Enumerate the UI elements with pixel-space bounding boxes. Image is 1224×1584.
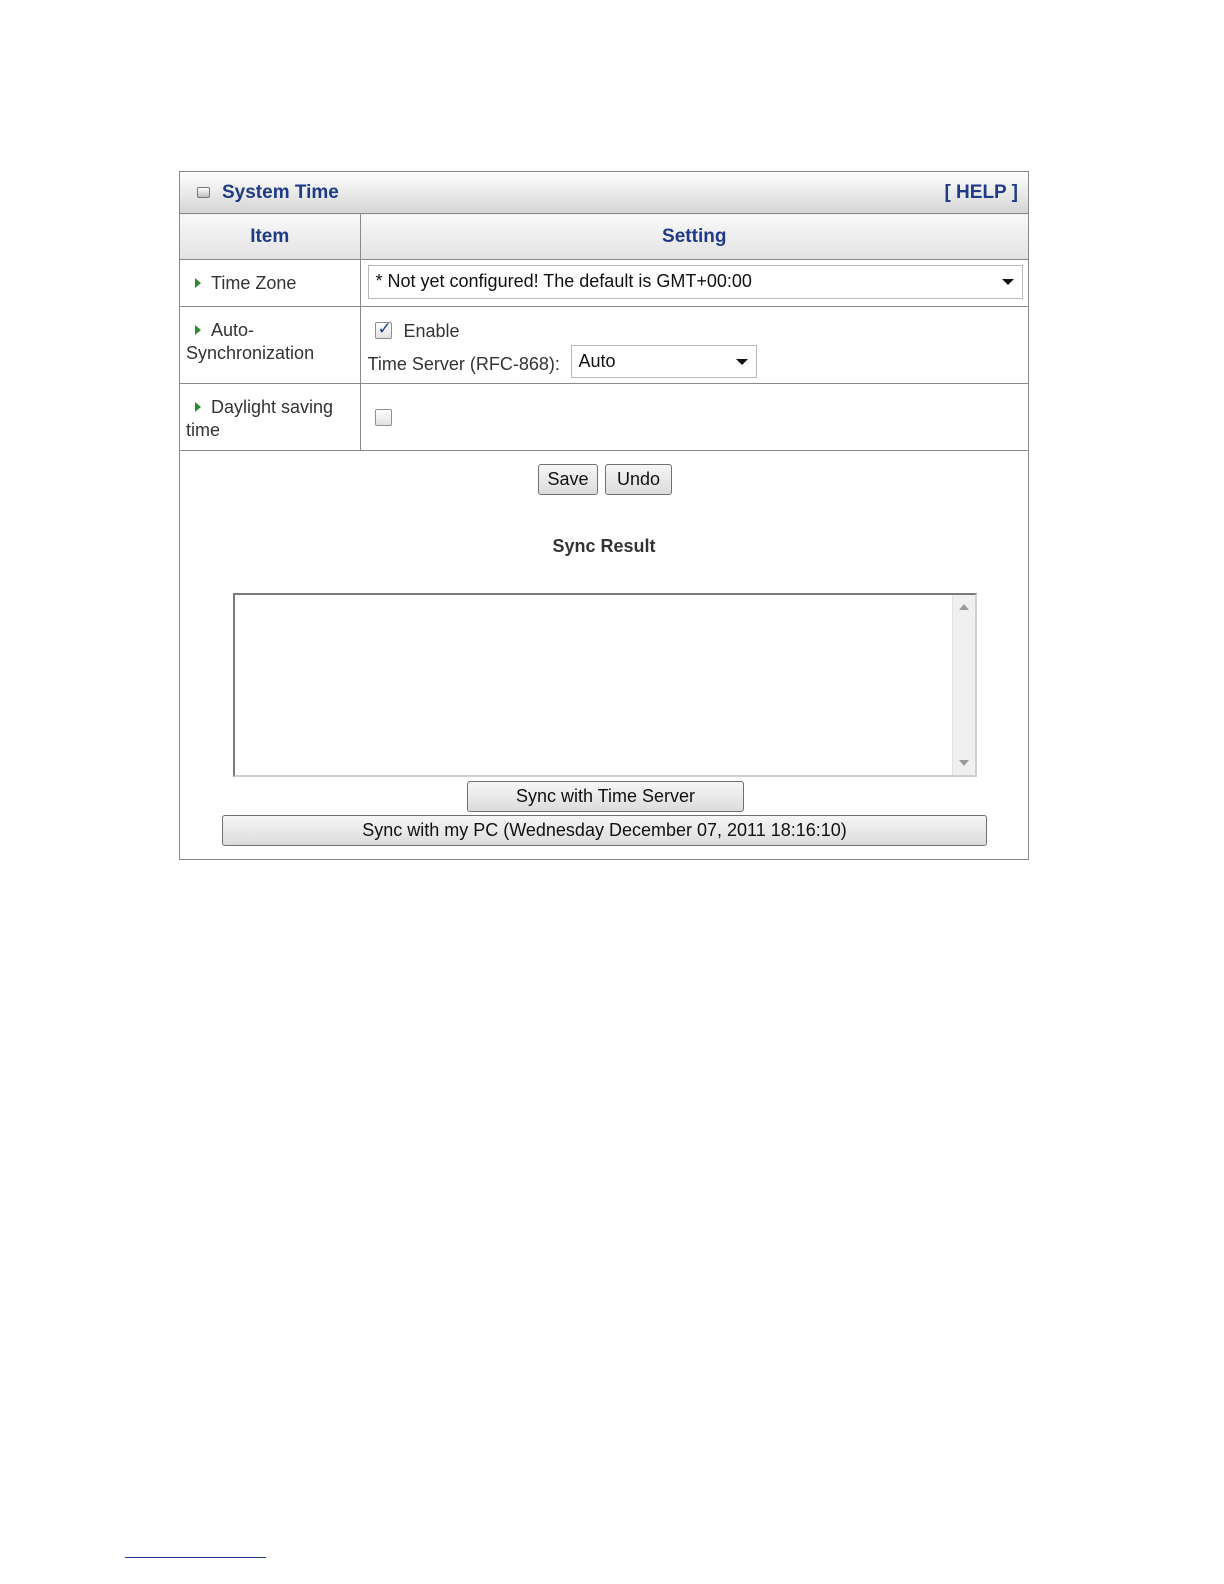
auto-sync-label-line1: Auto- [211, 320, 255, 340]
time-server-select[interactable] [571, 345, 757, 378]
table-row-daylight [180, 384, 1028, 451]
table-row-time-zone [180, 260, 1028, 307]
auto-sync-label-cell [180, 307, 360, 384]
auto-sync-setting-cell [360, 307, 1028, 384]
scroll-down-arrow-icon[interactable] [959, 760, 969, 766]
system-time-panel [179, 171, 1029, 860]
settings-table [180, 213, 1028, 451]
chevron-down-icon [1002, 279, 1014, 285]
panel-header [180, 172, 1028, 214]
save-button[interactable]: Save [538, 464, 598, 495]
sync-time-server-button[interactable]: Sync with Time Server [467, 781, 744, 812]
time-zone-value: * Not yet configured! The default is GMT+00:00 [375, 271, 752, 291]
time-zone-select[interactable] [368, 265, 1023, 299]
time-zone-label: Time Zone [211, 273, 297, 293]
bullet-arrow-icon [195, 278, 201, 288]
daylight-label-cell [180, 384, 360, 451]
panel-header-icon [197, 187, 210, 198]
bullet-arrow-icon [195, 402, 201, 412]
time-zone-setting-cell [360, 260, 1028, 307]
daylight-label-line1: Daylight saving [211, 397, 334, 417]
auto-sync-label-line2: Synchronization [186, 343, 315, 363]
help-link[interactable]: [ HELP ] [944, 182, 1018, 203]
daylight-label-line2: time [186, 420, 221, 440]
daylight-setting-cell [360, 384, 1028, 451]
time-server-label: Time Server (RFC-868): [367, 354, 560, 374]
sync-result-title: Sync Result [552, 536, 656, 556]
undo-button[interactable]: Undo [605, 464, 672, 495]
sync-result-textarea[interactable] [233, 593, 977, 777]
auto-sync-enable-checkbox[interactable] [375, 319, 392, 339]
time-zone-label-cell [180, 260, 360, 307]
daylight-saving-checkbox[interactable] [375, 409, 392, 426]
scroll-up-arrow-icon[interactable] [959, 604, 969, 610]
time-server-value: Auto [578, 351, 616, 371]
textarea-scrollbar[interactable] [952, 595, 975, 775]
checkmark-icon: ✓ [377, 319, 392, 338]
panel-title: System Time [222, 182, 339, 203]
column-header-item: Item [180, 214, 360, 260]
bullet-arrow-icon [195, 325, 201, 335]
sync-with-pc-button[interactable]: Sync with my PC (Wednesday December 07, 2011 18:16:10) [222, 815, 987, 846]
footer-divider [125, 1557, 266, 1558]
table-row-auto-sync [180, 307, 1028, 384]
enable-label: Enable [403, 321, 460, 341]
chevron-down-icon [736, 359, 748, 365]
column-header-setting: Setting [360, 214, 1028, 260]
